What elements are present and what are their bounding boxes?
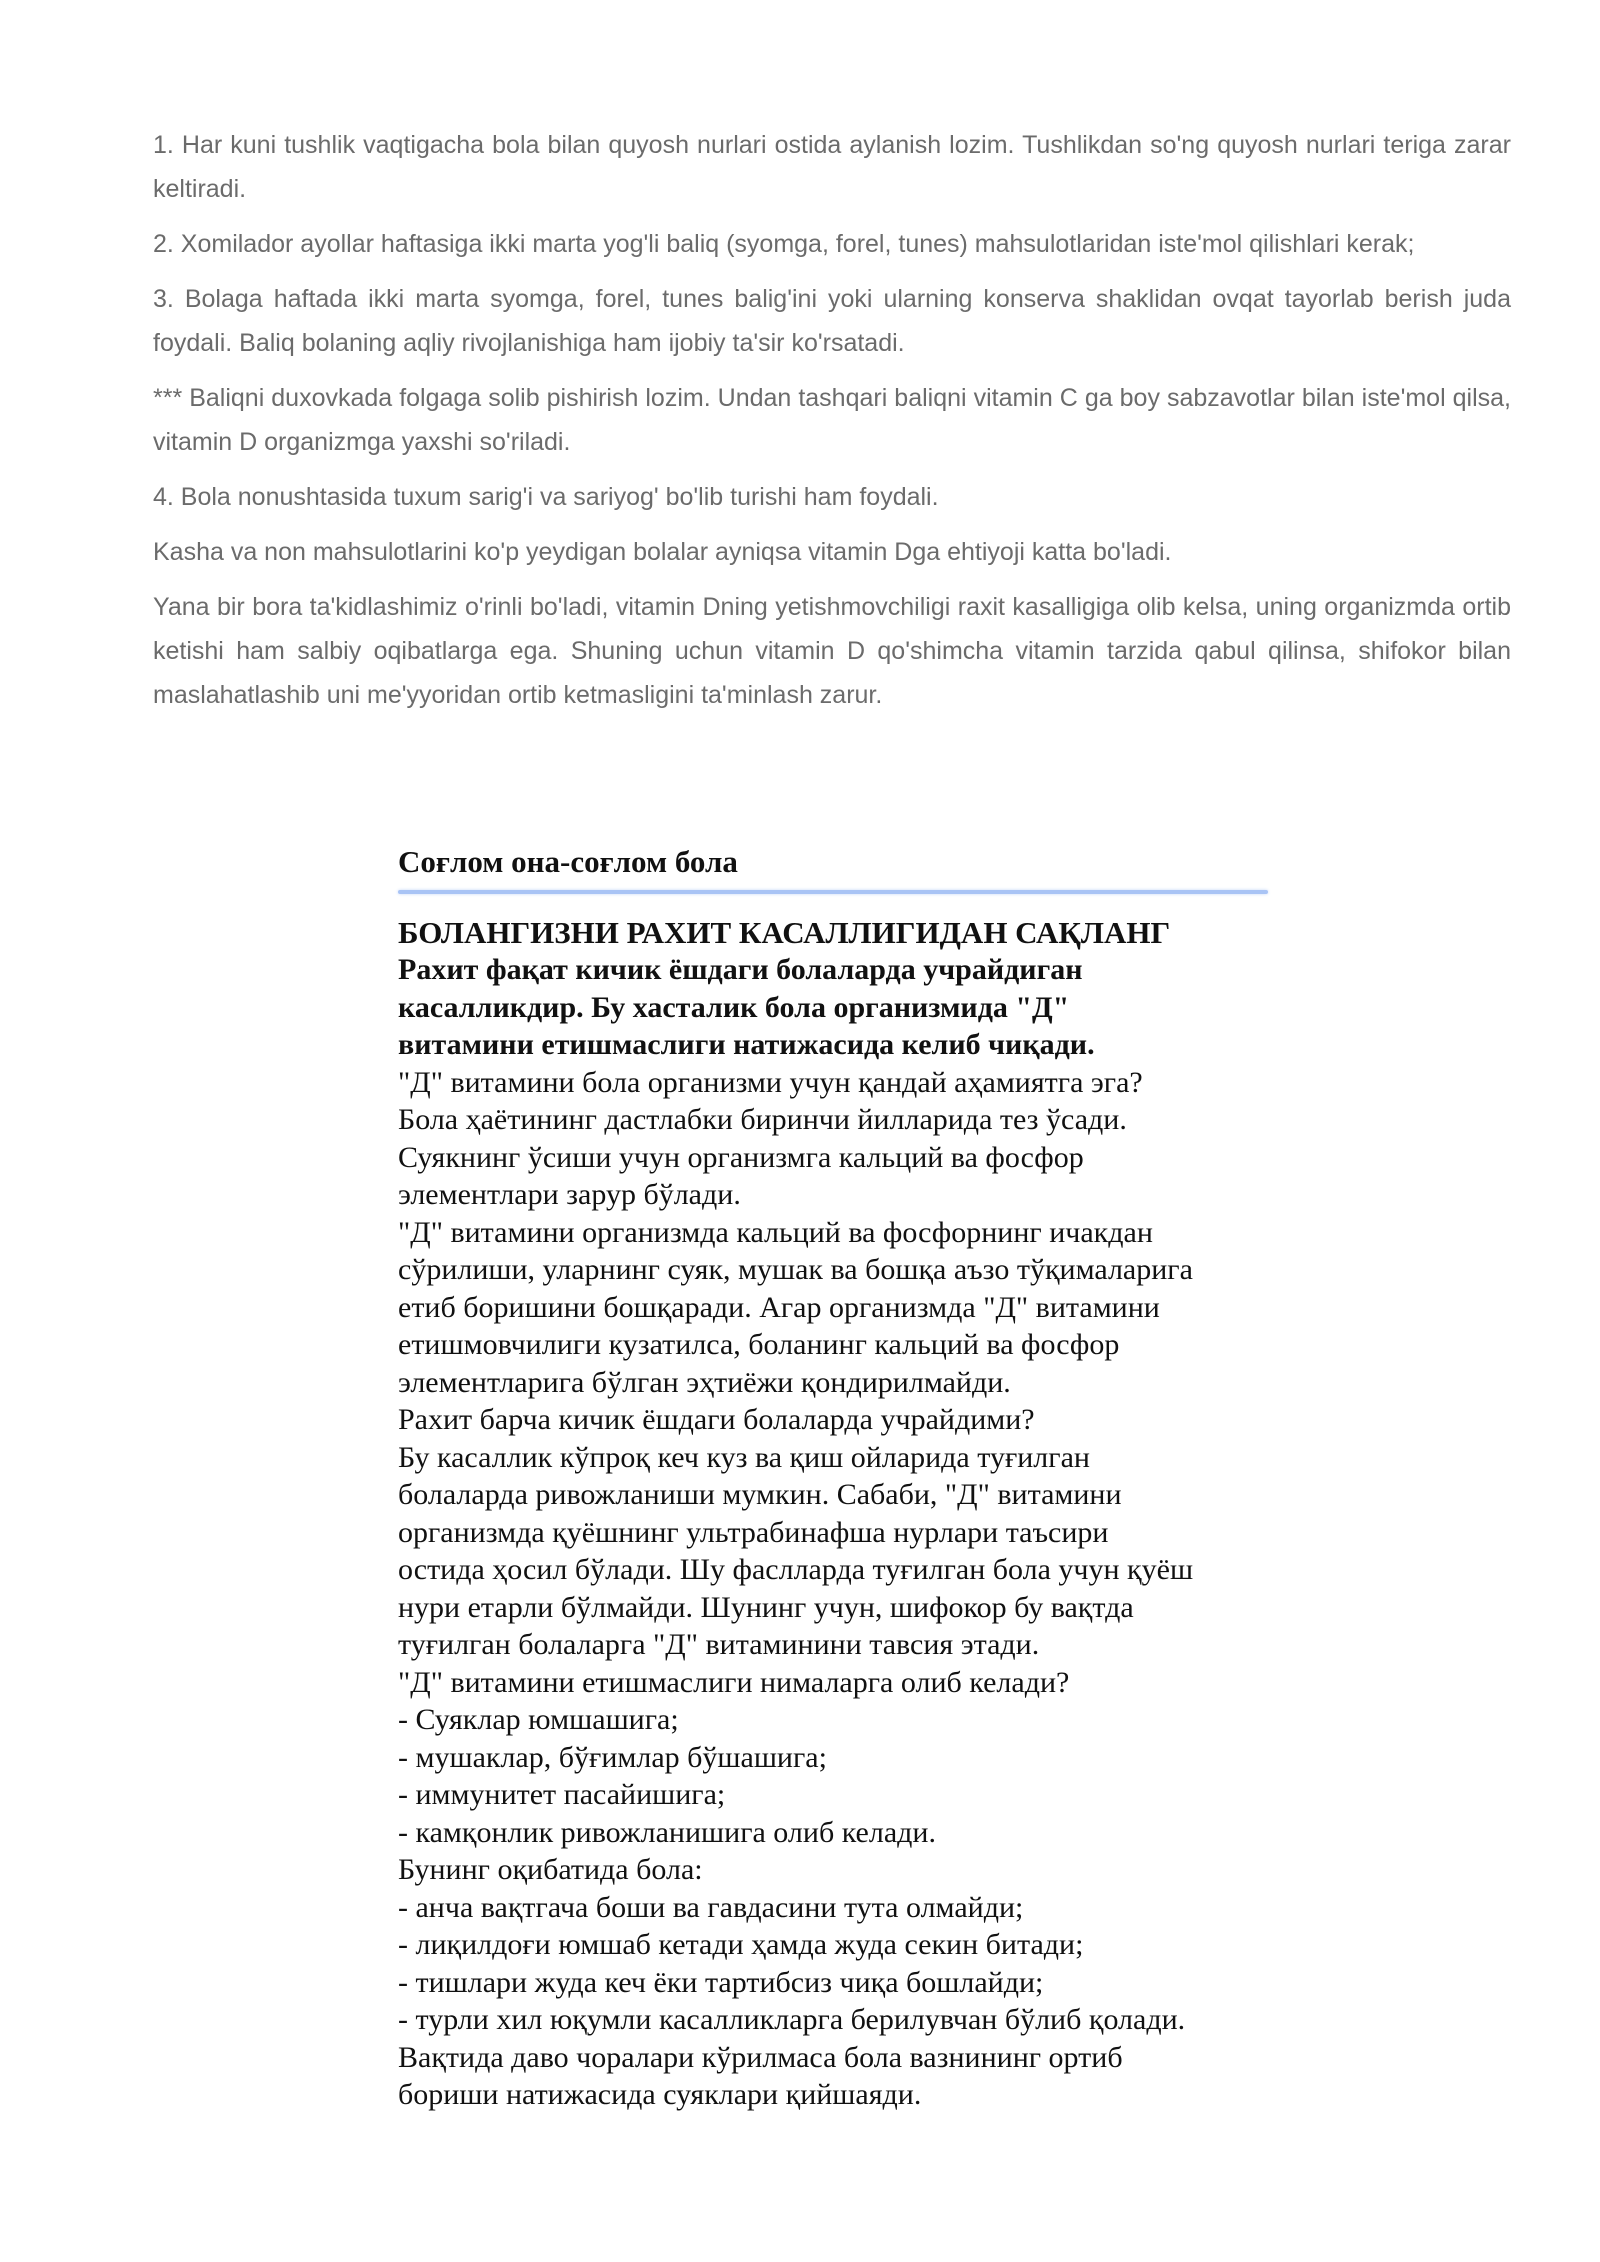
list-item: - мушаклар, бўғимлар бўшашига;: [398, 1740, 827, 1774]
uzbek-advice-section: [153, 123, 1511, 728]
rickets-article: [398, 842, 1278, 2114]
article-lead: [398, 951, 1278, 1064]
body-line: болаларда ривожланиши мумкин. Сабаби, "Д" витамини: [398, 1478, 1122, 1511]
body-line: Суякнинг ўсиши учун организмга кальций ва фосфор: [398, 1140, 1084, 1174]
lead-line: касалликдир. Бу хасталик бола организмида "Д": [398, 990, 1070, 1024]
advice-paragraph-1: 1. Har kuni tushlik vaqtigacha bola bilan quyosh nurlari ostida aylanish lozim. Tushlikdan so'ng quyosh nurlari teriga zarar keltiradi.: [153, 131, 1511, 203]
advice-paragraph-conclusion: Yana bir bora ta'kidlashimiz o'rinli bo'ladi, vitamin Dning yetishmovchiligi raxit kasalligiga olib kelsa, uning organizmda ortib ketishi ham salbiy oqibatlarga ega. Shuning uchun vitamin D qo'shimcha vitamin tarzida qabul qilinsa, shifokor bilan maslahatlashib uni me'yyoridan ortib ketmasligini ta'minlash zarur.: [153, 593, 1511, 709]
body-line: элементларига бўлган эҳтиёжи қондирилмайди.: [398, 1365, 1011, 1399]
article-heading: БОЛАНГИЗНИ РАХИТ КАСАЛЛИГИДАН САҚЛАНГ: [398, 915, 1171, 950]
body-line: Бунинг оқибатида бола:: [398, 1853, 703, 1886]
advice-paragraph-3: 3. Bolaga haftada ikki marta syomga, forel, tunes balig'ini yoki ularning konserva shaklidan ovqat tayorlab berish juda foydali. Baliq bolaning aqliy rivojlanishiga ham ijobiy ta'sir ko'rsatadi.: [153, 285, 1511, 357]
body-line: элементлари зарур бўлади.: [398, 1178, 741, 1211]
body-line: Бола ҳаётининг дастлабки биринчи йилларида тез ўсади.: [398, 1103, 1127, 1136]
list-item: - анча вақтгача боши ва гавдасини тута олмайди;: [398, 1890, 1024, 1924]
body-line: "Д" витамини етишмаслиги нималарга олиб келади?: [398, 1665, 1070, 1699]
list-item: - иммунитет пасайишига;: [398, 1778, 726, 1811]
advice-paragraph-note: *** Baliqni duxovkada folgaga solib pishirish lozim. Undan tashqari baliqni vitamin C ga boy sabzavotlar bilan iste'mol qilsa, vitamin D organizmga yaxshi so'riladi.: [153, 384, 1511, 456]
list-item: - лиқилдоғи юмшаб кетади ҳамда жуда секин битади;: [398, 1928, 1084, 1961]
advice-paragraph-4: 4. Bola nonushtasida tuxum sarig'i va sariyog' bo'lib turishi ham foydali.: [153, 483, 939, 511]
list-item: - турли хил юқумли касалликларга берилувчан бўлиб қолади.: [398, 2003, 1186, 2036]
title-underline: [398, 890, 1268, 894]
body-line: организмда қуёшнинг ультрабинафша нурлари таъсири: [398, 1515, 1109, 1549]
list-item: - тишлари жуда кеч ёки тартибсиз чиқа бошлайди;: [398, 1965, 1044, 1999]
advice-paragraph-2: 2. Xomilador ayollar haftasiga ikki marta yog'li baliq (syomga, forel, tunes) mahsulotlaridan iste'mol qilishlari kerak;: [153, 230, 1415, 258]
article-body: [398, 1064, 1278, 2114]
body-line: туғилган болаларга "Д" витаминини тавсия этади.: [398, 1628, 1040, 1661]
body-line: етишмовчилиги кузатилса, боланинг кальций ва фосфор: [398, 1328, 1120, 1361]
body-line: Бу касаллик кўпроқ кеч куз ва қиш ойларида туғилган: [398, 1440, 1090, 1474]
body-line: Рахит барча кичик ёшдаги болаларда учрайдими?: [398, 1403, 1035, 1436]
body-line: сўрилиши, уларнинг суяк, мушак ва бошқа аъзо тўқималарига: [398, 1253, 1193, 1286]
lead-line: витамини етишмаслиги натижасида келиб чиқади.: [398, 1028, 1095, 1061]
list-item: - камқонлик ривожланишига олиб келади.: [398, 1815, 936, 1849]
body-line: Вақтида даво чоралари кўрилмаса бола вазнининг ортиб: [398, 2040, 1123, 2074]
body-line: бориши натижасида суяклари қийшаяди.: [398, 2078, 922, 2111]
article-title: Соғлом она-соғлом бола: [398, 844, 738, 879]
body-line: "Д" витамини бола организми учун қандай аҳамиятга эга?: [398, 1065, 1143, 1099]
body-line: "Д" витамини организмда кальций ва фосфорнинг ичакдан: [398, 1215, 1153, 1249]
advice-paragraph-kasha: Kasha va non mahsulotlarini ko'p yeydigan bolalar ayniqsa vitamin Dga ehtiyoji katta bo'ladi.: [153, 538, 1172, 566]
body-line: остида ҳосил бўлади. Шу фаслларда туғилган бола учун қуёш: [398, 1553, 1194, 1586]
body-line: нури етарли бўлмайди. Шунинг учун, шифокор бу вақтда: [398, 1590, 1134, 1624]
body-line: етиб боришини бошқаради. Агар организмда "Д" витамини: [398, 1290, 1160, 1324]
list-item: - Суяклар юмшашига;: [398, 1703, 679, 1736]
lead-line: Рахит фақат кичик ёшдаги болаларда учрайдиган: [398, 953, 1083, 986]
